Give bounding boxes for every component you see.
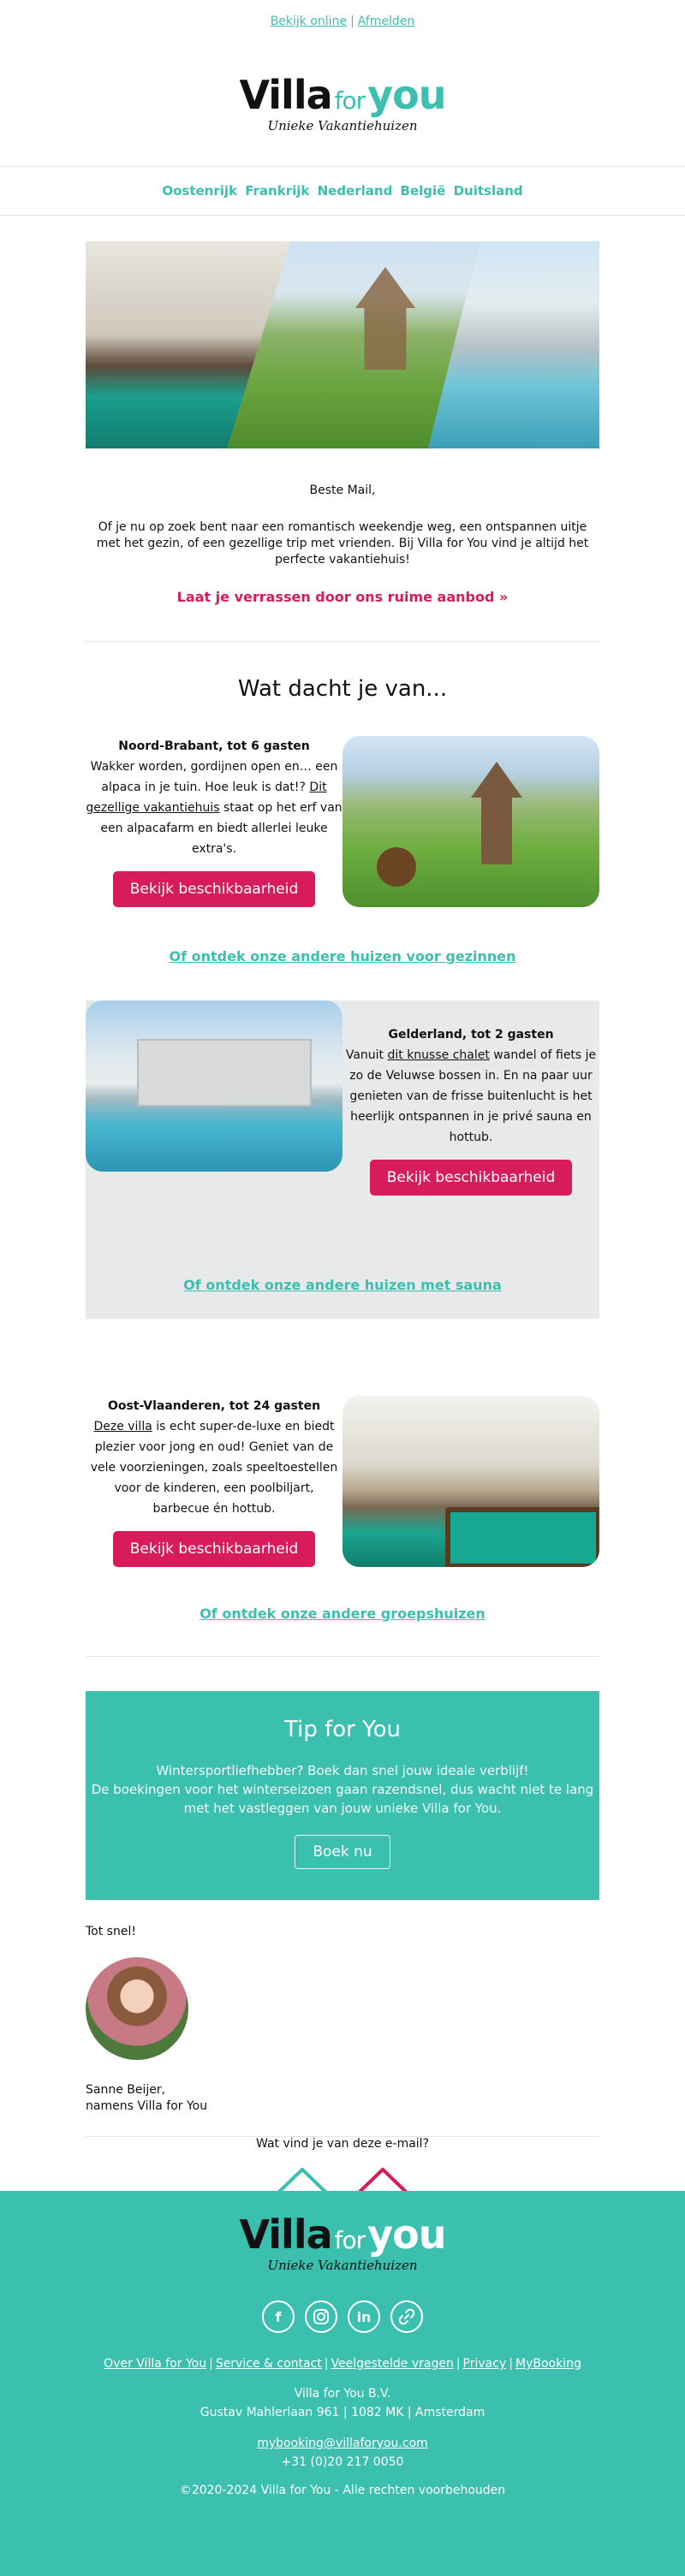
photo-chalet-hottub[interactable] <box>86 1000 342 1172</box>
contact-info <box>0 2434 685 2472</box>
logo-area <box>0 43 685 166</box>
link-icon[interactable] <box>390 2300 423 2333</box>
linkedin-icon[interactable]: in <box>348 2300 380 2333</box>
group-houses-link[interactable]: Of ontdek onze andere groepshuizen <box>200 1606 485 1622</box>
tip-box <box>86 1691 599 1900</box>
signature-name: Sanne Beijer, <box>86 2083 166 2097</box>
footer-logo[interactable] <box>0 2211 685 2273</box>
feedback-question: Wat vind je van deze e-mail? <box>256 2137 429 2151</box>
house-link[interactable]: Dit gezellige vakantiehuis <box>86 781 327 815</box>
view-online-link[interactable]: Bekijk online <box>270 15 348 28</box>
tip-text: Wintersportliefhebber? Boek dan snel jouw ideale verblijf! De boekingen voor het winterseizoen gaan razendsnel, dus wacht niet te lang met het vastleggen van jouw unieke Villa for You. <box>91 1763 594 1816</box>
card-description: Vanuit dit knusse chalet wandel of fiets je zo de Veluwse bossen in. En na paar uur genieten van de frisse buitenlucht is het heerlijk ontspannen in je privé sauna en hottub. <box>345 1048 597 1144</box>
villa-link[interactable]: Deze villa <box>93 1420 152 1433</box>
footer-link-mybooking[interactable]: MyBooking <box>515 2357 581 2371</box>
footer-link-faq[interactable]: Veelgestelde vragen <box>331 2357 454 2371</box>
closing: Tot snel! <box>86 1925 136 1938</box>
chalet-link[interactable]: dit knusse chalet <box>387 1048 490 1062</box>
logo-wordmark: Villa foryou <box>239 2211 446 2258</box>
unsubscribe-link[interactable]: Afmelden <box>357 15 415 28</box>
card-gelderland <box>86 1000 599 1319</box>
copyright: ©2020-2024 Villa for You - Alle rechten voorbehouden <box>179 2484 506 2497</box>
company-name: Villa for You B.V. <box>294 2387 391 2401</box>
logo-tagline: Unieke Vakantiehuizen <box>267 118 418 134</box>
intro-text: Of je nu op zoek bent naar een romantisch weekendje weg, een ontspannen uitje met het gezin, of een gezellige trip met vrienden. Bij Villa for You vind je altijd het perfecte vakantiehuis! <box>96 520 589 567</box>
footer-link-service[interactable]: Service & contact <box>215 2357 322 2371</box>
footer-links: Over Villa for You | Service & contact | Veelgestelde vragen | Privacy | MyBooking <box>104 2357 581 2371</box>
logo-wordmark: Villa foryou <box>239 72 446 118</box>
availability-button[interactable]: Bekijk beschikbaarheid <box>113 871 315 907</box>
card-heading: Oost-Vlaanderen, tot 24 gasten <box>107 1399 321 1413</box>
footer-link-privacy[interactable]: Privacy <box>462 2357 507 2371</box>
signature <box>86 1924 599 2115</box>
sauna-link[interactable]: Of ontdek onze andere huizen met sauna <box>183 1277 502 1293</box>
card-oost-vlaanderen <box>86 1396 599 1567</box>
country-link-nederland[interactable]: Nederland <box>317 183 393 199</box>
social-links <box>0 2300 685 2333</box>
availability-button[interactable]: Bekijk beschikbaarheid <box>113 1531 315 1567</box>
country-link-duitsland[interactable]: Duitsland <box>453 183 523 199</box>
country-link-frankrijk[interactable]: Frankrijk <box>245 183 310 199</box>
email-link[interactable]: mybooking@villaforyou.com <box>257 2437 428 2450</box>
address-line: Gustav Mahlerlaan 961 | 1082 MK | Amsterdam <box>200 2406 485 2419</box>
footer <box>0 2191 685 2576</box>
avatar <box>86 1957 188 2060</box>
signature-company: namens Villa for You <box>86 2099 208 2113</box>
instagram-icon[interactable] <box>305 2300 337 2333</box>
card-noord-brabant <box>86 736 599 907</box>
hero-image-collage[interactable] <box>86 241 599 448</box>
facebook-icon[interactable]: f <box>262 2300 295 2333</box>
card-description: Wakker worden, gordijnen open en… een alpaca in je tuin. Hoe leuk is dat!? Dit gezellige vakantiehuis staat op het erf van een alpacafarm en biedt allerlei leuke extra's. <box>86 760 342 856</box>
book-now-button[interactable]: Boek nu <box>295 1835 390 1869</box>
photo-pool-table <box>445 1507 599 1567</box>
card-text <box>86 736 342 907</box>
photo-tower <box>471 762 522 864</box>
card-row <box>86 1000 599 1196</box>
country-link-belgie[interactable]: België <box>400 183 446 199</box>
card-text <box>86 1396 342 1567</box>
greeting: Beste Mail, <box>309 484 376 497</box>
photo-group-hall[interactable] <box>342 1396 599 1567</box>
footer-link-about[interactable]: Over Villa for You <box>104 2357 207 2371</box>
card-heading: Gelderland, tot 2 gasten <box>388 1028 554 1042</box>
photo-alpaca <box>377 847 416 887</box>
card-heading: Noord-Brabant, tot 6 gasten <box>118 739 310 753</box>
photo-alpaca-farm[interactable] <box>342 736 599 907</box>
photo-chalet <box>137 1039 312 1107</box>
villa-for-you-logo[interactable] <box>239 72 446 134</box>
card-text <box>342 1000 599 1196</box>
card-description: Deze villa is echt super-de-luxe en biedt plezier voor jong en oud! Geniet van de vele voorzieningen, zoals speeltoestellen voor de kinderen, een poolbiljart, barbecue én hottub. <box>90 1420 338 1516</box>
availability-button[interactable]: Bekijk beschikbaarheid <box>370 1160 572 1196</box>
families-link[interactable]: Of ontdek onze andere huizen voor gezinnen <box>169 948 516 965</box>
company-address <box>0 2384 685 2422</box>
intro-block <box>86 448 599 605</box>
browse-offer-link[interactable]: Laat je verrassen door ons ruime aanbod » <box>176 589 509 605</box>
country-link-oostenrijk[interactable]: Oostenrijk <box>162 183 237 199</box>
preheader <box>0 0 685 43</box>
country-nav <box>0 166 685 216</box>
logo-tagline: Unieke Vakantiehuizen <box>267 2258 418 2273</box>
phone-number: +31 (0)20 217 0050 <box>281 2455 404 2469</box>
section-title: Wat dacht je van... <box>237 676 448 702</box>
separator: | <box>350 15 354 28</box>
tip-title: Tip for You <box>284 1717 401 1742</box>
